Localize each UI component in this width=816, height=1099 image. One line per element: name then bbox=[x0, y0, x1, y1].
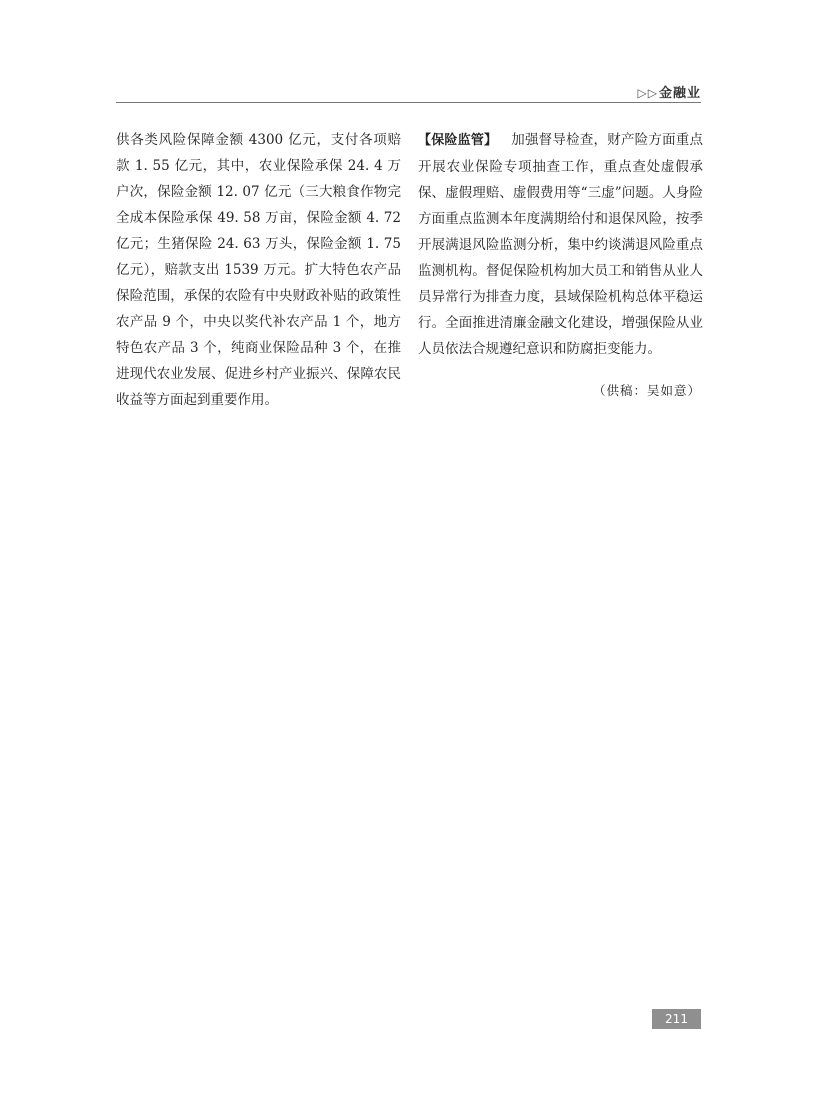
right-paragraph-text: 加强督导检查，财产险方面重点开展农业保险专项抽查工作，重点查处虚假承保、虚假理赔、虚假费用等“三虚”问题。人身险方面重点监测本年度满期给付和退保风险，按季开展满退风险监测分析，集中约谈满退风险重点监测机构。督促保险机构加大员工和销售从业人员异常行为排查力度，县域保险机构总体平稳运行。全面推进清廉金融文化建设，增强保险从业人员依法合规遵纪意识和防腐拒变能力。 bbox=[418, 132, 703, 357]
page-number: 211 bbox=[652, 1009, 701, 1029]
author-credit: （供稿：吴如意） bbox=[592, 383, 701, 398]
section-heading: 【保险监管】 bbox=[418, 133, 498, 148]
section-title bbox=[638, 82, 701, 101]
running-header bbox=[116, 80, 701, 103]
right-column bbox=[418, 127, 703, 362]
section-label: 金融业 bbox=[658, 86, 701, 101]
arrow-icon: ▷▷ bbox=[637, 86, 658, 100]
right-paragraph bbox=[418, 127, 703, 362]
left-paragraph: 供各类风险保障金额 4300 亿元，支付各项赔款 1. 55 亿元，其中，农业保险承保 24. 4 万户次，保险金额 12. 07 亿元（三大粮食作物完全成本保险承保 49. 58 万亩，保险金额 4. 72 亿元；生猪保险 24. 63 万头，保险金额 1. 75 亿元），赔款支出 1539 万元。扩大特色农产品保险范围，承保的农险有中央财政补贴的政策性农产品 9 个，中央以奖代补农产品 1 个，地方特色农产品 3 个，纯商业保险品种 3 个，在推进现代农业发展、促进乡村产业振兴、保障农民收益等方面起到重要作用。 bbox=[116, 132, 401, 408]
left-column bbox=[116, 127, 401, 413]
